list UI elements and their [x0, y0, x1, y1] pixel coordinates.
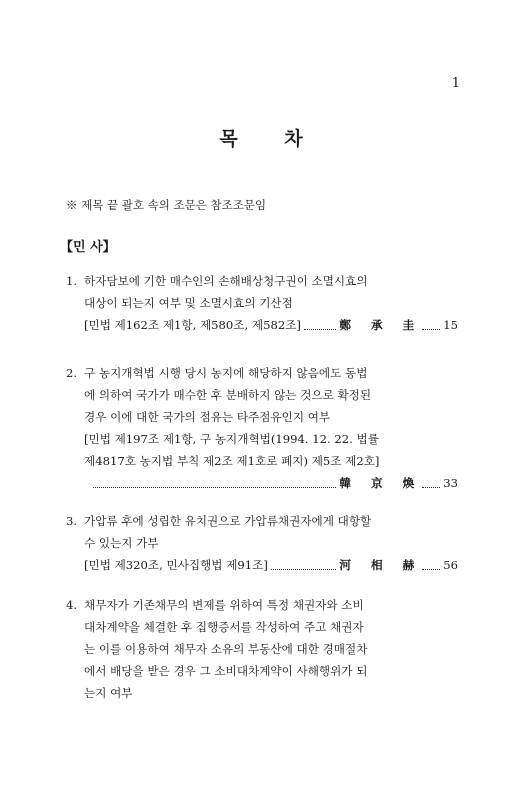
page-number: 1	[451, 76, 460, 91]
leader-dots	[304, 320, 336, 330]
entry-title-line: 가압류 후에 성립한 유치권으로 가압류채권자에게 대항할	[84, 514, 372, 528]
entry-title-line: 하자담보에 기한 매수인의 손해배상청구권이 소멸시효의	[84, 274, 368, 288]
entry-page: 56	[443, 558, 458, 572]
section-heading: 【민 사】	[60, 240, 116, 255]
entry-title-line: 경우 이에 대한 국가의 점유는 타주점유인지 여부	[84, 410, 331, 424]
entry-reference-line: [민법 제197조 제1항, 구 농지개혁법(1994. 12. 22. 법률	[84, 432, 379, 446]
leader-dots	[422, 320, 440, 330]
entry-page: 15	[443, 318, 458, 332]
page-title: 목 차	[219, 128, 323, 150]
entry-reference: [민법 제320조, 민사집행법 제91조]	[84, 558, 268, 572]
leader-dots	[271, 560, 337, 570]
entry-title-line: 에서 배당을 받은 경우 그 소비대차계약이 사해행위가 되	[84, 664, 368, 678]
entry-title-line: 대상이 되는지 여부 및 소멸시효의 기산점	[84, 296, 293, 310]
toc-entry[interactable]	[66, 270, 458, 336]
entry-title-line: 대차계약을 체결한 후 집행증서를 작성하여 주고 채권자	[84, 620, 364, 634]
entry-title-line: 는지 여부	[84, 686, 133, 700]
entry-author: 河 相 赫	[339, 558, 423, 572]
leader-dots	[93, 478, 336, 488]
entry-title-line: 는 이를 이용하여 채무자 소유의 부동산에 대한 경매절차	[84, 642, 368, 656]
entry-author: 韓 京 煥	[339, 476, 423, 490]
entry-author: 鄭 承 圭	[339, 318, 423, 332]
entry-title-line: 구 농지개혁법 시행 당시 농지에 해당하지 않음에도 동법	[84, 366, 368, 380]
entry-number: 2.	[66, 366, 78, 380]
toc-entry[interactable]	[66, 362, 458, 494]
leader-dots	[422, 560, 440, 570]
entry-reference: [민법 제162조 제1항, 제580조, 제582조]	[84, 318, 301, 332]
reference-note: ※ 제목 끝 괄호 속의 조문은 참조조문임	[66, 198, 267, 212]
leader-dots	[422, 478, 440, 488]
entry-number: 1.	[66, 274, 78, 288]
entry-title-line: 채무자가 기존채무의 변제를 위하여 특정 채권자와 소비	[84, 598, 364, 612]
entry-title-line: 에 의하여 국가가 매수한 후 분배하지 않는 것으로 확정된	[84, 388, 372, 402]
toc-entry[interactable]	[66, 510, 458, 576]
entry-number: 3.	[66, 514, 78, 528]
entry-number: 4.	[66, 598, 78, 612]
toc-entry[interactable]	[66, 594, 458, 704]
entry-title-line: 수 있는지 가부	[84, 536, 159, 550]
entry-reference-line: 제4817호 농지법 부칙 제2조 제1호로 폐지) 제5조 제2호]	[84, 454, 380, 468]
entry-page: 33	[443, 476, 458, 490]
